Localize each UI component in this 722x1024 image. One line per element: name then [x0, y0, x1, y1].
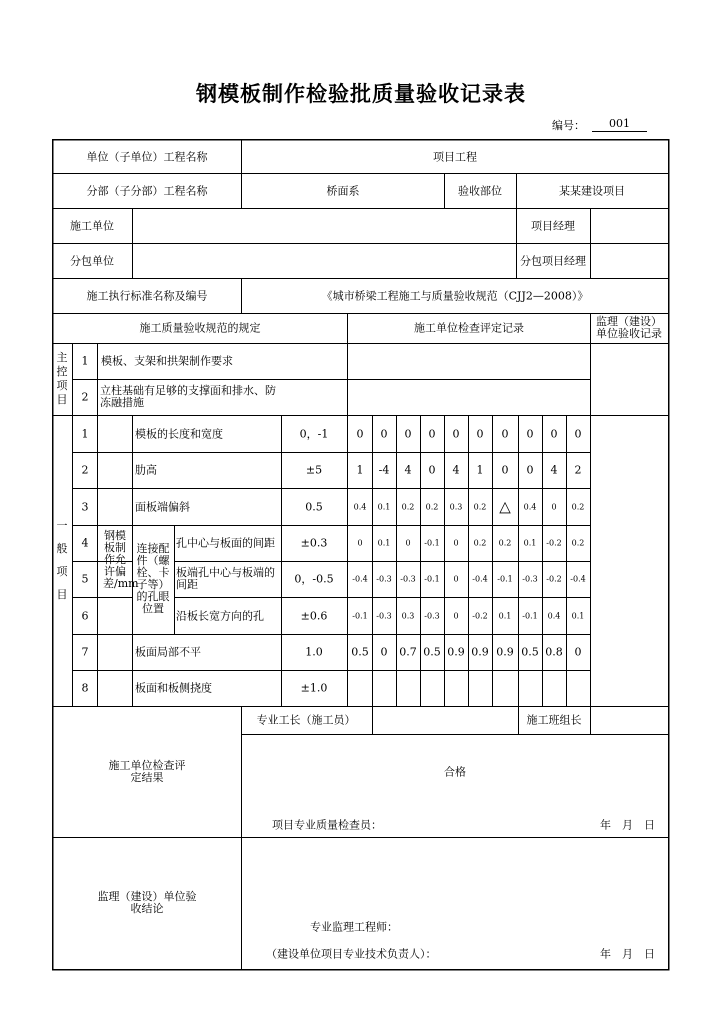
measurement-cell: -0.1 — [497, 574, 513, 584]
item-no: 2 — [81, 463, 89, 477]
main-control-item: 模板、支架和拱架制作要求 — [101, 354, 233, 368]
measurement-cell: 0 — [428, 427, 436, 441]
measurement-cell: -0.1 — [424, 574, 440, 584]
inspection-part-label: 验收部位 — [458, 184, 502, 198]
item-name: 板端孔中心与板端的间距 — [176, 566, 275, 591]
measurement-cell: 0 — [453, 611, 459, 621]
item-tolerance: ±5 — [305, 463, 323, 477]
measurement-cell: 0.5 — [423, 645, 441, 659]
owner-label: （建设单位项目专业技术负责人）： — [266, 947, 437, 961]
measurement-cell: -0.3 — [376, 611, 392, 621]
item-tolerance: 0，-0.5 — [294, 572, 334, 586]
measurement-cell: 0 — [574, 427, 582, 441]
contractor-label: 施工单位 — [70, 219, 114, 233]
item-no: 5 — [81, 572, 89, 586]
measurement-cell: 0 — [356, 427, 364, 441]
measurement-cell: 0 — [404, 427, 412, 441]
measurement-cell: -0.3 — [424, 611, 440, 621]
project-manager-label: 项目经理 — [531, 219, 575, 233]
measurement-cell: 0 — [380, 645, 388, 659]
measurement-cell: 0.2 — [571, 502, 585, 512]
standard-label: 施工执行标准名称及编号 — [86, 289, 208, 303]
measurement-cell: 0 — [380, 427, 388, 441]
item-tolerance: 0.5 — [305, 500, 323, 514]
measurement-cell: 0.9 — [447, 645, 465, 659]
item-no: 3 — [81, 500, 89, 514]
standard-value: 《城市桥梁工程施工与质量验收规范（CJJ2—2008）》 — [321, 289, 589, 303]
measurement-cell: -0.3 — [400, 574, 416, 584]
measurement-cell: 0.3 — [401, 611, 415, 621]
item-tolerance: ±1.0 — [300, 681, 328, 695]
measurement-cell: 0.2 — [401, 502, 415, 512]
measurement-cell: 0.4 — [353, 502, 367, 512]
page-title: 钢模板制作检验批质量验收记录表 — [196, 82, 526, 106]
date-label: 年 月 日 — [600, 818, 655, 832]
measurement-cell: 0.3 — [449, 502, 463, 512]
supervision-column-header: 监理（建设）单位验收记录 — [596, 315, 662, 340]
item-no: 7 — [81, 645, 89, 659]
main-control-item: 立柱基础有足够的支撑面和排水、防冻融措施 — [100, 384, 276, 409]
item-name: 沿板长宽方向的孔 — [176, 609, 264, 623]
measurement-cell: 0.4 — [547, 611, 561, 621]
check-record-column-header: 施工单位检查评定记录 — [414, 321, 524, 335]
supervisor-label: 专业监理工程师： — [310, 920, 398, 934]
measurement-cell: 0.5 — [521, 645, 539, 659]
measurement-cell: 0.1 — [571, 611, 585, 621]
general-label: 一般项目 — [56, 519, 68, 601]
measurement-cell: -0.3 — [522, 574, 538, 584]
item-name: 孔中心与板面的间距 — [176, 536, 275, 550]
measurement-cell: 0 — [405, 538, 411, 548]
measurement-cell: 0 — [526, 427, 534, 441]
measurement-cell: 4 — [452, 463, 460, 477]
measurement-cell: 4 — [550, 463, 558, 477]
main-control-no: 1 — [81, 354, 89, 368]
measurement-cell: 0.2 — [473, 538, 487, 548]
team-leader-label: 施工班组长 — [526, 713, 582, 727]
item-tolerance: ±0.6 — [300, 609, 328, 623]
measurement-cell: 0 — [452, 427, 460, 441]
item-tolerance: 1.0 — [305, 645, 323, 659]
measurement-cell: 0.5 — [351, 645, 369, 659]
item-no: 4 — [81, 536, 89, 550]
measurement-cell: 0 — [476, 427, 484, 441]
measurement-cell: 0 — [526, 463, 534, 477]
measurement-cell: 0 — [357, 538, 363, 548]
measurement-cell: 0.9 — [471, 645, 489, 659]
main-control-no: 2 — [81, 390, 89, 404]
serial-label: 编号： — [552, 119, 585, 132]
measurement-cell: 0 — [501, 427, 509, 441]
measurement-cell: 0.4 — [523, 502, 537, 512]
item-tolerance: 0，-1 — [299, 427, 329, 441]
measurement-cell: -0.2 — [546, 574, 562, 584]
sub-project-value: 桥面系 — [326, 184, 360, 198]
measurement-cell: 0.2 — [473, 502, 487, 512]
measurement-cell: 0 — [428, 463, 436, 477]
measurement-cell: 0 — [550, 427, 558, 441]
measurement-cell: 0.1 — [377, 538, 391, 548]
measurement-cell: △ — [499, 497, 511, 516]
measurement-cell: 0 — [501, 463, 509, 477]
measurement-cell: 0.1 — [523, 538, 537, 548]
inspection-part-value: 某某建设项目 — [559, 184, 625, 198]
date-label-2: 年 月 日 — [600, 947, 655, 961]
measurement-cell: -0.4 — [570, 574, 586, 584]
item-name: 肋高 — [135, 463, 157, 477]
measurement-cell: -0.4 — [352, 574, 368, 584]
item-no: 8 — [81, 681, 89, 695]
measurement-cell: -0.2 — [472, 611, 488, 621]
unit-project-value: 项目工程 — [433, 150, 477, 164]
measurement-cell: -0.3 — [376, 574, 392, 584]
measurement-cell: 0.1 — [377, 502, 391, 512]
item-name: 面板端偏斜 — [135, 500, 190, 514]
measurement-cell: 1 — [356, 463, 364, 477]
item-name: 板面和板侧挠度 — [135, 681, 212, 695]
measurement-cell: -0.2 — [546, 538, 562, 548]
sub-project-label: 分部（子分部）工程名称 — [86, 184, 208, 198]
measurement-cell: 0.1 — [498, 611, 512, 621]
measurement-cell: 0.8 — [545, 645, 563, 659]
item-name: 模板的长度和宽度 — [135, 427, 223, 441]
inspector-label: 项目专业质量检查员： — [272, 818, 382, 832]
measurement-cell: -4 — [378, 463, 390, 477]
measurement-cell: 1 — [476, 463, 484, 477]
measurement-cell: 0 — [551, 502, 557, 512]
item-tolerance: ±0.3 — [300, 536, 328, 550]
supervision-conclusion-label: 监理（建设）单位验收结论 — [97, 890, 197, 915]
item-no: 6 — [81, 609, 89, 623]
measurement-cell: 0.2 — [571, 538, 585, 548]
serial-number: 001 — [592, 117, 647, 132]
measurement-cell: -0.1 — [352, 611, 368, 621]
subcontractor-label: 分包单位 — [70, 254, 114, 268]
connector-group-label: 连接配件（螺栓、卡子等）的孔眼位置 — [136, 542, 170, 615]
measurement-cell: -0.1 — [424, 538, 440, 548]
measurement-cell: -0.1 — [522, 611, 538, 621]
tolerance-group-label: 钢模板制作允许偏差/mm — [103, 529, 139, 590]
measurement-cell: 0 — [453, 574, 459, 584]
measurement-cell: 0.7 — [399, 645, 417, 659]
measurement-cell: 0.2 — [425, 502, 439, 512]
measurement-cell: 0 — [574, 645, 582, 659]
result-value: 合格 — [444, 765, 466, 779]
unit-project-label: 单位（子单位）工程名称 — [86, 150, 208, 164]
spec-column-header: 施工质量验收规范的规定 — [139, 321, 261, 335]
item-name: 板面局部不平 — [135, 645, 201, 659]
sub-manager-label: 分包项目经理 — [520, 254, 586, 268]
measurement-cell: -0.4 — [472, 574, 488, 584]
contractor-result-label: 施工单位检查评定结果 — [108, 759, 186, 784]
item-no: 1 — [81, 427, 89, 441]
foreman-label: 专业工长（施工员） — [256, 713, 356, 727]
measurement-cell: 0.2 — [498, 538, 512, 548]
measurement-cell: 0.9 — [496, 645, 514, 659]
main-control-label: 主控项目 — [56, 351, 68, 406]
measurement-cell: 0 — [453, 538, 459, 548]
measurement-cell: 4 — [404, 463, 412, 477]
measurement-cell: 2 — [574, 463, 582, 477]
